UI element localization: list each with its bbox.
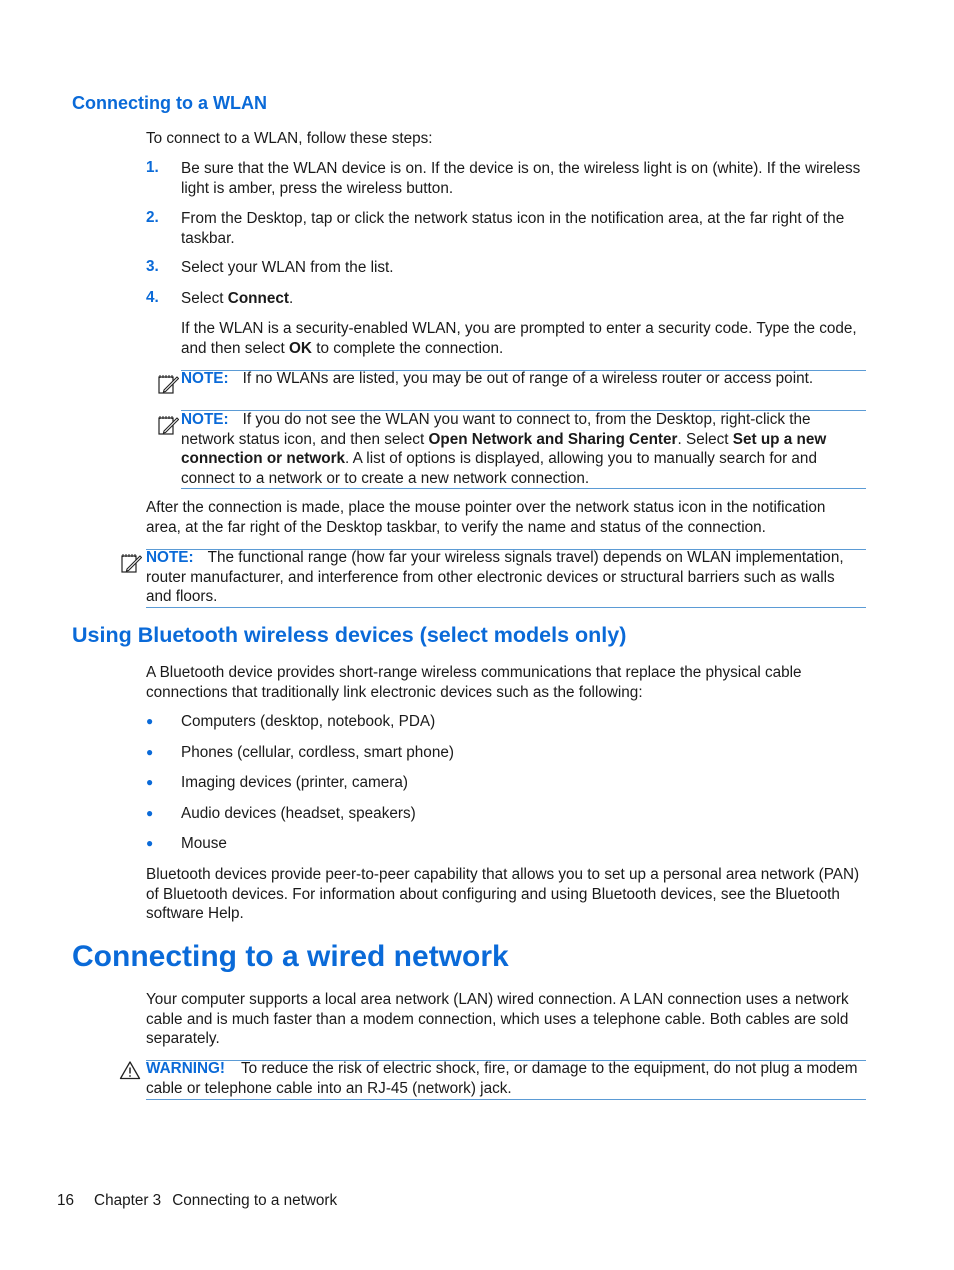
- section-heading-wlan: Connecting to a WLAN: [72, 93, 267, 113]
- chapter-heading-wired: Connecting to a wired network: [72, 940, 509, 973]
- bullet-icon: ●: [146, 714, 154, 728]
- note-rule-bottom: [146, 607, 866, 608]
- list-item: Audio devices (headset, speakers): [181, 805, 416, 822]
- wired-intro: Your computer supports a local area network (LAN) wired connection. A LAN connection uses a network cable and is much faster than a modem connection, which uses a telephone cable. Both cables are sold separately.: [146, 991, 849, 1047]
- bluetooth-intro: A Bluetooth device provides short-range wireless communications that replace the physical cable connections that traditionally link electronic devices such as the following:: [146, 664, 802, 701]
- bullet-icon: ●: [146, 806, 154, 820]
- note-network-sharing: NOTE: If you do not see the WLAN you want to connect to, from the Desktop, right-click the network status icon, and then select Open Network and Sharing Center. Select Set up a new connection or network. A list of options is displayed, allowing you to manually search for and connect to a network or to create a new network connection.: [181, 411, 827, 487]
- step-number: 1.: [146, 159, 159, 176]
- warning-rj45: WARNING! To reduce the risk of electric shock, fire, or damage to the equipment, do not plug a modem cable or telephone cable into an RJ-45 (network) jack.: [146, 1060, 858, 1097]
- list-item: Imaging devices (printer, camera): [181, 774, 408, 791]
- after-connection-paragraph: After the connection is made, place the mouse pointer over the network status icon in the notification area, at the far right of the Desktop taskbar, to verify the name and status of the connection.: [146, 499, 826, 536]
- step-number: 3.: [146, 258, 159, 275]
- list-item: Mouse: [181, 835, 227, 852]
- note-label: NOTE:: [181, 411, 229, 428]
- footer-chapter-title: Connecting to a network: [172, 1192, 338, 1209]
- bullet-icon: ●: [146, 836, 154, 850]
- bullet-icon: ●: [146, 775, 154, 789]
- step-number: 4.: [146, 289, 159, 306]
- note-label: NOTE:: [181, 370, 229, 387]
- note-functional-range: NOTE: The functional range (how far your wireless signals travel) depends on WLAN implementation, router manufacturer, and interference from other electronic devices or structural barriers such as walls and floors.: [146, 549, 844, 605]
- warning-triangle-icon: [119, 1060, 141, 1080]
- note-pad-icon: [157, 373, 179, 395]
- list-item: Computers (desktop, notebook, PDA): [181, 713, 436, 730]
- note-wlan-range: NOTE: If no WLANs are listed, you may be out of range of a wireless router or access point.: [181, 370, 814, 387]
- note-pad-icon: [157, 414, 179, 436]
- page-footer: [57, 1192, 337, 1210]
- bullet-icon: ●: [146, 745, 154, 759]
- step-text: Select your WLAN from the list.: [181, 259, 394, 276]
- bluetooth-outro: Bluetooth devices provide peer-to-peer capability that allows you to set up a personal area network (PAN) of Bluetooth devices. For information about configuring and using Bluetooth devices, see the Bluetooth software Help.: [146, 866, 860, 922]
- note-pad-icon: [120, 552, 142, 574]
- security-paragraph: If the WLAN is a security-enabled WLAN, you are prompted to enter a security code. Type the code, and then select OK to complete the connection.: [181, 320, 857, 357]
- note-rule-bottom: [181, 488, 866, 489]
- warning-rule-bottom: [146, 1099, 866, 1100]
- page-number: 16: [57, 1192, 75, 1209]
- step-text: From the Desktop, tap or click the network status icon in the notification area, at the far right of the taskbar.: [181, 210, 845, 247]
- step-text: Select Connect.: [181, 290, 294, 307]
- wlan-intro: To connect to a WLAN, follow these steps:: [146, 130, 433, 147]
- list-item: Phones (cellular, cordless, smart phone): [181, 744, 454, 761]
- step-number: 2.: [146, 209, 159, 226]
- footer-chapter: Chapter 3: [94, 1192, 162, 1209]
- section-heading-bluetooth: Using Bluetooth wireless devices (select models only): [72, 623, 627, 647]
- warning-label: WARNING!: [146, 1060, 226, 1077]
- note-label: NOTE:: [146, 549, 194, 566]
- step-text: Be sure that the WLAN device is on. If the device is on, the wireless light is on (white). If the wireless light is amber, press the wireless button.: [181, 160, 861, 197]
